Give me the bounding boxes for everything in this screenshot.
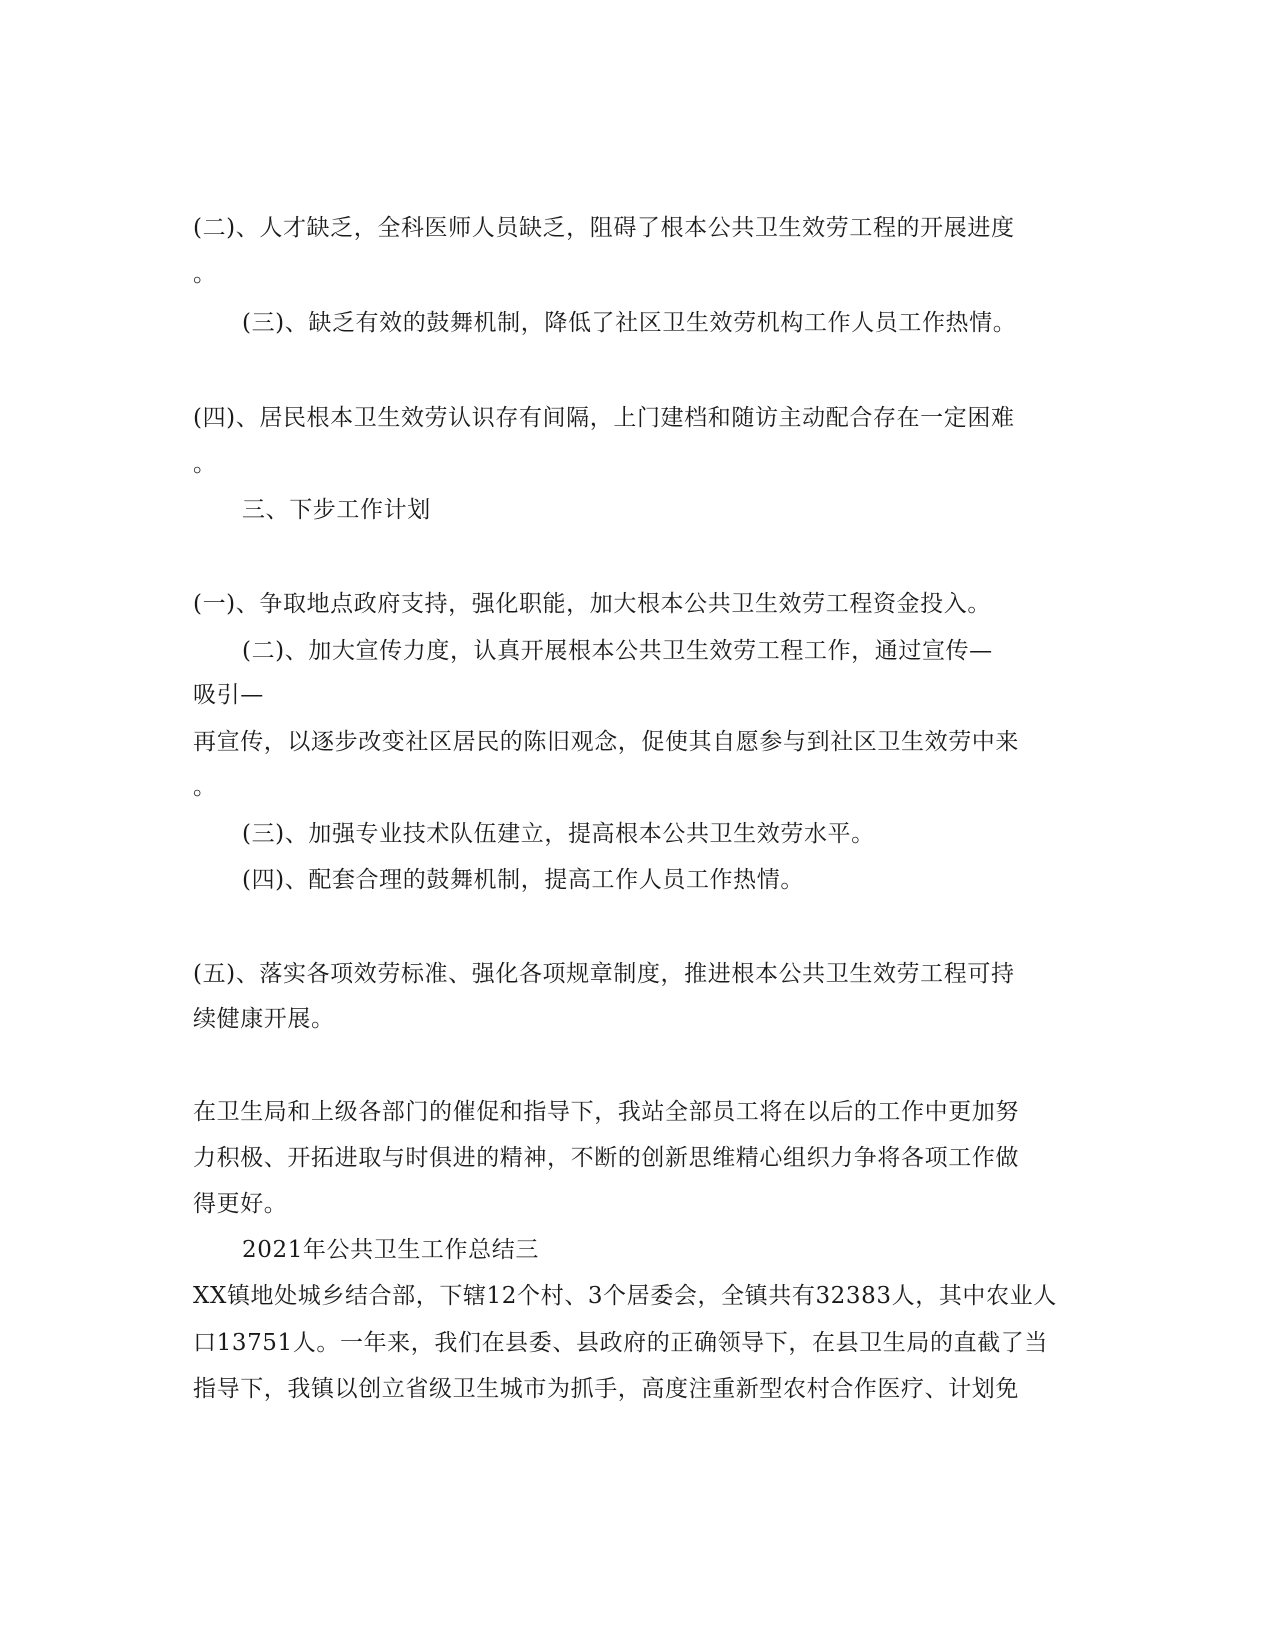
paragraph-line: 再宣传，以逐步改变社区居民的陈旧观念，促使其自愿参与到社区卫生效劳中来 — [193, 729, 1019, 755]
paragraph-line: (一)、争取地点政府支持，强化职能，加大根本公共卫生效劳工程资金投入。 — [193, 591, 991, 617]
paragraph-line: (二)、人才缺乏，全科医师人员缺乏，阻碍了根本公共卫生效劳工程的开展进度 — [193, 215, 1015, 241]
paragraph-line: (二)、加大宣传力度，认真开展根本公共卫生效劳工程工作，通过宣传— — [242, 638, 993, 664]
paragraph-line: 口13751人。一年来，我们在县委、县政府的正确领导下，在县卫生局的直截了当 — [193, 1330, 1048, 1356]
paragraph-line: 。 — [193, 451, 217, 477]
paragraph-line: 得更好。 — [193, 1191, 288, 1217]
document-subtitle: 2021年公共卫生工作总结三 — [242, 1237, 539, 1263]
paragraph-line: 。 — [193, 774, 217, 800]
paragraph-line: (四)、配套合理的鼓舞机制，提高工作人员工作热情。 — [242, 867, 804, 893]
paragraph-line: (三)、缺乏有效的鼓舞机制，降低了社区卫生效劳机构工作人员工作热情。 — [242, 310, 1017, 336]
section-heading: 三、下步工作计划 — [242, 497, 431, 523]
paragraph-line: (五)、落实各项效劳标准、强化各项规章制度，推进根本公共卫生效劳工程可持 — [193, 961, 1015, 987]
paragraph-line: 续健康开展。 — [193, 1006, 335, 1032]
paragraph-line: 力积极、开拓进取与时俱进的精神，不断的创新思维精心组织力争将各项工作做 — [193, 1145, 1019, 1171]
paragraph-line: 指导下，我镇以创立省级卫生城市为抓手，高度注重新型农村合作医疗、计划免 — [193, 1376, 1019, 1402]
paragraph-line: 在卫生局和上级各部门的催促和指导下，我站全部员工将在以后的工作中更加努 — [193, 1099, 1019, 1125]
paragraph-line: 。 — [193, 261, 217, 287]
paragraph-line: (四)、居民根本卫生效劳认识存有间隔，上门建档和随访主动配合存在一定困难 — [193, 405, 1015, 431]
paragraph-line: (三)、加强专业技术队伍建立，提高根本公共卫生效劳水平。 — [242, 821, 875, 847]
paragraph-line: XX镇地处城乡结合部，下辖12个村、3个居委会，全镇共有32383人，其中农业人 — [193, 1283, 1057, 1309]
paragraph-line: 吸引— — [193, 682, 264, 708]
